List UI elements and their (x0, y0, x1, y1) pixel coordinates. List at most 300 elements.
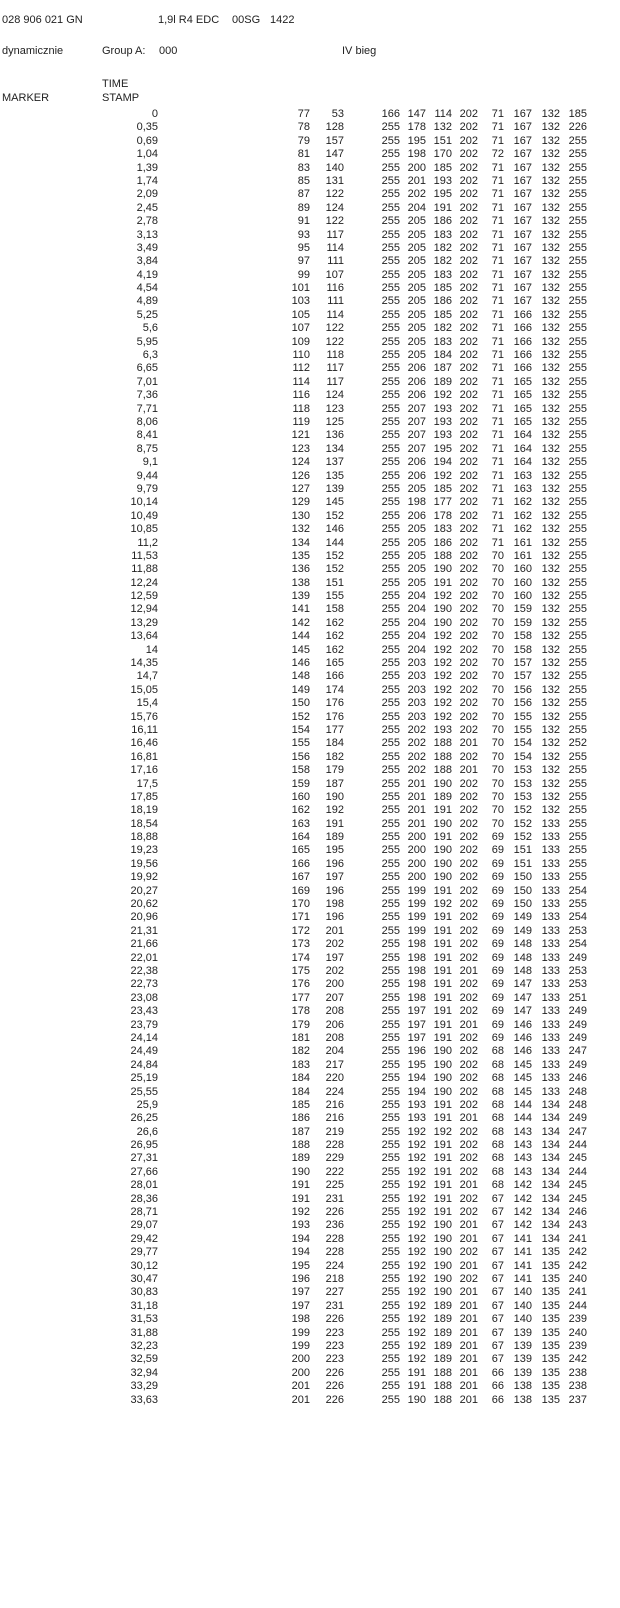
value-cell: 132 (541, 174, 560, 187)
value-cell: 170 (433, 148, 452, 161)
value-cell: 70 (491, 817, 504, 830)
value-cell: 202 (459, 335, 478, 348)
value-cell: 255 (381, 322, 400, 335)
value-cell: 200 (325, 978, 344, 991)
value-cell: 255 (568, 616, 587, 629)
value-cell: 134 (541, 1232, 560, 1245)
value-cell: 185 (291, 1098, 310, 1111)
value-cell: 167 (513, 228, 532, 241)
value-cell: 190 (433, 871, 452, 884)
value-cell: 255 (381, 442, 400, 455)
value-cell: 132 (541, 375, 560, 388)
value-cell: 95 (297, 241, 310, 254)
value-cell: 165 (291, 844, 310, 857)
value-cell: 202 (459, 750, 478, 763)
value-cell: 185 (433, 308, 452, 321)
value-cell: 132 (291, 523, 310, 536)
value-cell: 167 (513, 161, 532, 174)
value-cell: 220 (325, 1072, 344, 1085)
table-row (0, 470, 620, 483)
value-cell: 166 (513, 362, 532, 375)
value-cell: 191 (433, 804, 452, 817)
value-cell: 184 (325, 737, 344, 750)
time-stamp-cell: 31,18 (130, 1299, 158, 1312)
value-cell: 174 (325, 683, 344, 696)
value-cell: 70 (491, 576, 504, 589)
value-cell: 161 (513, 536, 532, 549)
value-cell: 70 (491, 657, 504, 670)
value-cell: 255 (568, 777, 587, 790)
value-cell: 225 (325, 1179, 344, 1192)
value-cell: 141 (513, 1246, 532, 1259)
value-cell: 255 (381, 1058, 400, 1071)
time-stamp-cell: 31,53 (130, 1313, 158, 1326)
value-cell: 255 (381, 1272, 400, 1285)
table-row (0, 1273, 620, 1286)
value-cell: 189 (433, 1299, 452, 1312)
value-cell: 255 (381, 1380, 400, 1393)
value-cell: 204 (407, 643, 426, 656)
value-cell: 203 (407, 683, 426, 696)
value-cell: 157 (513, 670, 532, 683)
value-cell: 192 (407, 1299, 426, 1312)
value-cell: 202 (459, 1152, 478, 1165)
value-cell: 244 (568, 1139, 587, 1152)
value-cell: 132 (541, 335, 560, 348)
value-cell: 255 (381, 657, 400, 670)
value-cell: 196 (325, 911, 344, 924)
value-cell: 255 (381, 1259, 400, 1272)
value-cell: 254 (568, 938, 587, 951)
value-cell: 255 (568, 456, 587, 469)
coding-value: 1422 (270, 14, 295, 26)
value-cell: 178 (433, 509, 452, 522)
time-stamp-cell: 30,83 (130, 1286, 158, 1299)
value-cell: 176 (325, 710, 344, 723)
value-cell: 167 (291, 871, 310, 884)
value-cell: 133 (541, 1072, 560, 1085)
value-cell: 132 (541, 215, 560, 228)
value-cell: 140 (513, 1286, 532, 1299)
value-cell: 159 (513, 616, 532, 629)
value-cell: 202 (407, 737, 426, 750)
table-row (0, 1193, 620, 1206)
value-cell: 255 (381, 268, 400, 281)
value-cell: 242 (568, 1259, 587, 1272)
value-cell: 68 (491, 1139, 504, 1152)
table-row (0, 1394, 620, 1407)
value-cell: 245 (568, 1192, 587, 1205)
value-cell: 156 (513, 697, 532, 710)
value-cell: 255 (568, 308, 587, 321)
value-cell: 199 (291, 1326, 310, 1339)
value-cell: 202 (459, 1005, 478, 1018)
value-cell: 146 (513, 1018, 532, 1031)
value-cell: 131 (325, 174, 344, 187)
table-row (0, 376, 620, 389)
value-cell: 255 (568, 804, 587, 817)
value-cell: 203 (407, 710, 426, 723)
value-cell: 255 (381, 1018, 400, 1031)
value-cell: 158 (513, 630, 532, 643)
table-row (0, 202, 620, 215)
time-stamp-cell: 7,36 (136, 389, 158, 402)
table-row (0, 818, 620, 831)
table-row (0, 657, 620, 670)
time-stamp-cell: 24,14 (130, 1031, 158, 1044)
value-cell: 164 (513, 456, 532, 469)
time-stamp-cell: 33,29 (130, 1380, 158, 1393)
time-stamp-cell: 9,1 (142, 456, 158, 469)
value-cell: 202 (459, 616, 478, 629)
value-cell: 226 (568, 121, 587, 134)
time-stamp-cell: 5,25 (136, 308, 158, 321)
value-cell: 192 (407, 1232, 426, 1245)
value-cell: 124 (325, 201, 344, 214)
value-cell: 162 (325, 643, 344, 656)
value-cell: 204 (407, 630, 426, 643)
value-cell: 202 (459, 549, 478, 562)
value-cell: 133 (541, 978, 560, 991)
value-cell: 223 (325, 1353, 344, 1366)
time-stamp-cell: 18,54 (130, 817, 158, 830)
value-cell: 202 (459, 871, 478, 884)
value-cell: 218 (325, 1272, 344, 1285)
value-cell: 141 (513, 1232, 532, 1245)
value-cell: 132 (541, 161, 560, 174)
value-cell: 192 (407, 1219, 426, 1232)
table-row (0, 697, 620, 710)
value-cell: 132 (541, 268, 560, 281)
value-cell: 198 (407, 496, 426, 509)
value-cell: 191 (433, 911, 452, 924)
time-stamp-cell: 10,85 (130, 523, 158, 536)
value-cell: 202 (459, 630, 478, 643)
value-cell: 190 (433, 817, 452, 830)
value-cell: 201 (459, 1313, 478, 1326)
value-cell: 255 (381, 871, 400, 884)
value-cell: 197 (291, 1286, 310, 1299)
value-cell: 255 (568, 415, 587, 428)
time-stamp-cell: 20,96 (130, 911, 158, 924)
value-cell: 139 (513, 1353, 532, 1366)
value-cell: 190 (433, 1246, 452, 1259)
value-cell: 133 (541, 991, 560, 1004)
value-cell: 195 (407, 134, 426, 147)
value-cell: 208 (325, 1031, 344, 1044)
time-stamp-cell: 17,16 (130, 764, 158, 777)
value-cell: 134 (541, 1165, 560, 1178)
value-cell: 201 (459, 1232, 478, 1245)
value-cell: 199 (407, 911, 426, 924)
value-cell: 121 (291, 429, 310, 442)
value-cell: 202 (459, 536, 478, 549)
value-cell: 150 (291, 697, 310, 710)
value-cell: 202 (459, 148, 478, 161)
value-cell: 70 (491, 723, 504, 736)
value-cell: 255 (568, 630, 587, 643)
time-stamp-cell: 14 (145, 643, 158, 656)
value-cell: 174 (291, 951, 310, 964)
value-cell: 190 (433, 563, 452, 576)
value-cell: 93 (297, 228, 310, 241)
value-cell: 177 (291, 991, 310, 1004)
value-cell: 138 (513, 1393, 532, 1406)
value-cell: 71 (491, 536, 504, 549)
value-cell: 132 (541, 389, 560, 402)
value-cell: 71 (491, 402, 504, 415)
time-stamp-cell: 19,92 (130, 871, 158, 884)
value-cell: 116 (326, 282, 344, 295)
value-cell: 202 (459, 1045, 478, 1058)
table-row (0, 844, 620, 857)
value-cell: 191 (433, 1018, 452, 1031)
value-cell: 201 (459, 1286, 478, 1299)
value-cell: 163 (513, 482, 532, 495)
value-cell: 143 (513, 1125, 532, 1138)
value-cell: 128 (325, 121, 344, 134)
time-stamp-cell: 5,95 (136, 335, 158, 348)
time-stamp-cell: 10,14 (130, 496, 158, 509)
value-cell: 199 (407, 924, 426, 937)
value-cell: 228 (325, 1139, 344, 1152)
value-cell: 133 (541, 1018, 560, 1031)
value-cell: 255 (381, 831, 400, 844)
value-cell: 255 (381, 630, 400, 643)
value-cell: 202 (459, 924, 478, 937)
value-cell: 204 (325, 1045, 344, 1058)
time-column-header: TIME (102, 78, 129, 90)
mode-label: dynamicznie (2, 45, 64, 57)
value-cell: 135 (541, 1272, 560, 1285)
value-cell: 192 (407, 1246, 426, 1259)
value-cell: 202 (459, 657, 478, 670)
value-cell: 190 (433, 1045, 452, 1058)
value-cell: 192 (407, 1326, 426, 1339)
value-cell: 185 (433, 282, 452, 295)
value-cell: 191 (433, 1139, 452, 1152)
value-cell: 190 (433, 1085, 452, 1098)
table-row (0, 1019, 620, 1032)
value-cell: 132 (541, 616, 560, 629)
value-cell: 255 (381, 911, 400, 924)
table-row (0, 1367, 620, 1380)
value-cell: 195 (433, 442, 452, 455)
value-cell: 132 (541, 228, 560, 241)
value-cell: 71 (491, 469, 504, 482)
value-cell: 198 (407, 951, 426, 964)
value-cell: 126 (291, 469, 310, 482)
value-cell: 201 (459, 1366, 478, 1379)
value-cell: 202 (459, 790, 478, 803)
value-cell: 147 (513, 1005, 532, 1018)
value-cell: 158 (325, 603, 344, 616)
value-cell: 195 (325, 844, 344, 857)
value-cell: 187 (291, 1125, 310, 1138)
value-cell: 132 (541, 683, 560, 696)
value-cell: 69 (491, 978, 504, 991)
value-cell: 119 (292, 415, 310, 428)
value-cell: 202 (459, 831, 478, 844)
value-cell: 132 (541, 723, 560, 736)
table-row (0, 282, 620, 295)
value-cell: 201 (459, 1179, 478, 1192)
value-cell: 116 (292, 389, 310, 402)
value-cell: 202 (459, 121, 478, 134)
value-cell: 191 (407, 1380, 426, 1393)
table-row (0, 188, 620, 201)
value-cell: 66 (491, 1380, 504, 1393)
value-cell: 255 (381, 523, 400, 536)
value-cell: 255 (568, 161, 587, 174)
value-cell: 255 (381, 1326, 400, 1339)
table-row (0, 804, 620, 817)
time-stamp-cell: 17,85 (130, 790, 158, 803)
value-cell: 255 (381, 1031, 400, 1044)
value-cell: 202 (459, 188, 478, 201)
value-cell: 189 (433, 790, 452, 803)
value-cell: 202 (459, 844, 478, 857)
table-row (0, 925, 620, 938)
value-cell: 133 (541, 924, 560, 937)
value-cell: 67 (491, 1206, 504, 1219)
table-row (0, 670, 620, 683)
value-cell: 255 (381, 898, 400, 911)
time-stamp-cell: 28,01 (130, 1179, 158, 1192)
value-cell: 202 (459, 375, 478, 388)
value-cell: 71 (491, 121, 504, 134)
value-cell: 192 (433, 898, 452, 911)
value-cell: 71 (491, 308, 504, 321)
value-cell: 107 (291, 322, 310, 335)
value-cell: 70 (491, 764, 504, 777)
value-cell: 139 (291, 590, 310, 603)
table-row (0, 349, 620, 362)
value-cell: 192 (407, 1313, 426, 1326)
time-stamp-cell: 30,47 (130, 1272, 158, 1285)
value-cell: 255 (568, 134, 587, 147)
value-cell: 242 (568, 1246, 587, 1259)
value-cell: 202 (459, 201, 478, 214)
value-cell: 191 (433, 1031, 452, 1044)
value-cell: 255 (568, 215, 587, 228)
value-cell: 191 (291, 1179, 310, 1192)
value-cell: 191 (433, 1192, 452, 1205)
table-row (0, 429, 620, 442)
value-cell: 255 (381, 1206, 400, 1219)
table-row (0, 255, 620, 268)
time-stamp-cell: 22,01 (130, 951, 158, 964)
value-cell: 151 (513, 844, 532, 857)
value-cell: 255 (381, 241, 400, 254)
time-stamp-cell: 16,11 (131, 723, 158, 736)
value-cell: 139 (513, 1366, 532, 1379)
value-cell: 164 (513, 442, 532, 455)
value-cell: 201 (325, 924, 344, 937)
value-cell: 205 (407, 536, 426, 549)
value-cell: 205 (407, 576, 426, 589)
value-cell: 255 (381, 978, 400, 991)
time-stamp-cell: 30,12 (130, 1259, 158, 1272)
value-cell: 202 (459, 697, 478, 710)
value-cell: 71 (491, 228, 504, 241)
table-row (0, 1233, 620, 1246)
value-cell: 202 (459, 1139, 478, 1152)
value-cell: 68 (491, 1152, 504, 1165)
value-cell: 249 (568, 1005, 587, 1018)
value-cell: 181 (291, 1031, 310, 1044)
value-cell: 183 (433, 268, 452, 281)
value-cell: 255 (381, 228, 400, 241)
value-cell: 165 (513, 402, 532, 415)
value-cell: 67 (491, 1246, 504, 1259)
value-cell: 153 (513, 777, 532, 790)
value-cell: 206 (325, 1018, 344, 1031)
value-cell: 186 (291, 1112, 310, 1125)
time-stamp-cell: 21,31 (130, 924, 158, 937)
value-cell: 67 (491, 1232, 504, 1245)
value-cell: 167 (513, 295, 532, 308)
table-row (0, 1327, 620, 1340)
value-cell: 132 (541, 134, 560, 147)
value-cell: 201 (459, 1259, 478, 1272)
value-cell: 162 (291, 804, 310, 817)
value-cell: 85 (297, 174, 310, 187)
value-cell: 255 (381, 1139, 400, 1152)
value-cell: 203 (407, 670, 426, 683)
time-stamp-cell: 23,79 (130, 1018, 158, 1031)
value-cell: 241 (568, 1232, 587, 1245)
value-cell: 255 (381, 777, 400, 790)
value-cell: 249 (568, 1031, 587, 1044)
value-cell: 202 (459, 1058, 478, 1071)
value-cell: 166 (513, 349, 532, 362)
value-cell: 68 (491, 1085, 504, 1098)
value-cell: 70 (491, 549, 504, 562)
value-cell: 255 (381, 536, 400, 549)
value-cell: 109 (291, 335, 310, 348)
value-cell: 255 (381, 188, 400, 201)
value-cell: 147 (407, 108, 426, 120)
time-stamp-cell: 4,89 (136, 295, 158, 308)
value-cell: 132 (541, 241, 560, 254)
value-cell: 192 (407, 1139, 426, 1152)
table-row (0, 871, 620, 884)
value-cell: 255 (568, 241, 587, 254)
value-cell: 202 (459, 282, 478, 295)
value-cell: 201 (407, 804, 426, 817)
value-cell: 200 (407, 844, 426, 857)
value-cell: 193 (433, 429, 452, 442)
value-cell: 69 (491, 1005, 504, 1018)
value-cell: 71 (491, 335, 504, 348)
value-cell: 135 (541, 1326, 560, 1339)
table-row (0, 148, 620, 161)
value-cell: 150 (513, 871, 532, 884)
value-cell: 190 (433, 844, 452, 857)
value-cell: 122 (325, 215, 344, 228)
value-cell: 190 (291, 1165, 310, 1178)
value-cell: 69 (491, 857, 504, 870)
value-cell: 99 (297, 268, 310, 281)
time-stamp-cell: 29,42 (130, 1232, 158, 1245)
time-stamp-cell: 22,38 (130, 965, 158, 977)
value-cell: 255 (381, 349, 400, 362)
time-stamp-cell: 25,19 (130, 1072, 158, 1085)
value-cell: 69 (491, 898, 504, 911)
value-cell: 132 (541, 308, 560, 321)
table-row (0, 1179, 620, 1192)
